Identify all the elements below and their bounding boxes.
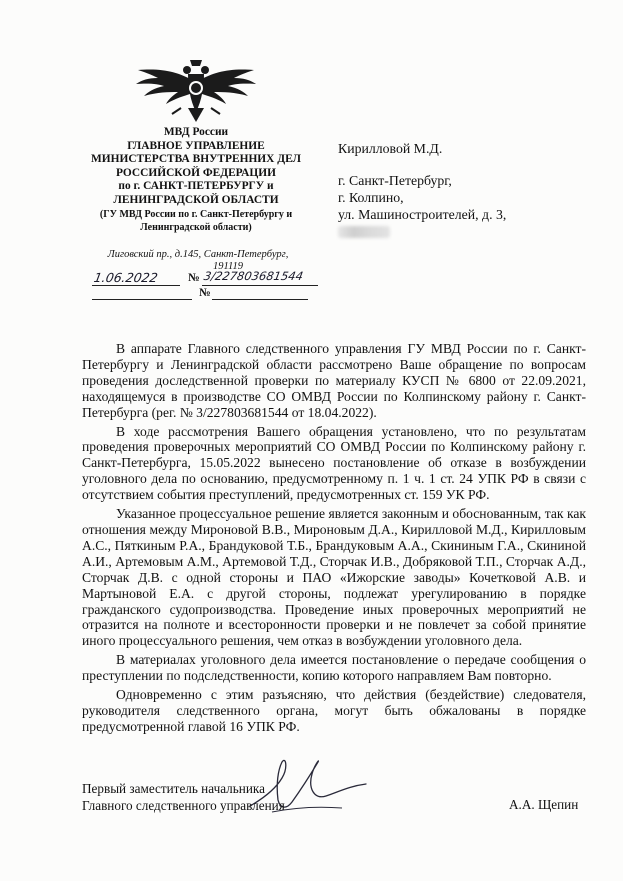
mvd-emblem-icon <box>132 50 260 124</box>
recipient-town: г. Колпино, <box>338 190 404 205</box>
signatory-position <box>82 780 285 814</box>
agency-line: ЛЕНИНГРАДСКОЙ ОБЛАСТИ <box>113 193 279 206</box>
recipient-block <box>338 140 506 242</box>
agency-line: РОССИЙСКОЙ ФЕДЕРАЦИИ <box>116 166 276 179</box>
agency-block <box>68 126 324 235</box>
registration-block <box>92 270 322 302</box>
body-paragraph: Одновременно с этим разъясняю, что действия (бездействие) следователя, руководителя следственного органа, могут быть обжалованы в порядке предусмотренной главой 16 УПК РФ. <box>82 687 586 734</box>
handwritten-date: 1.06.2022 <box>92 270 159 285</box>
recipient-street: ул. Машиностроителей, д. 3, <box>338 207 507 222</box>
second-number-label: № <box>199 287 211 299</box>
body-paragraph: В материалах уголовного дела имеется постановление о передаче сообщения о преступлении по подследственности, копию которого направляем Вам повторно. <box>82 652 586 684</box>
second-date-line <box>92 299 192 300</box>
body-paragraph: В ходе рассмотрения Вашего обращения установлено, что по результатам проведения проверочных мероприятий СО ОМВД России по Колпинскому району г. Санкт-Петербурга, 15.05.2022 вынесено постановление об отказе в возбуждении уголовного дела по основанию, предусмотренному п. 1 ч. 1 ст. 24 УПК РФ в связи с отсутствием события преступлений, предусмотренных ст. 159 УК РФ. <box>82 423 586 503</box>
body-paragraph: Указанное процессуальное решение является законным и обоснованным, так как отношения между Мироновой В.В., Мироновым Д.А., Кирилловой М.Д., Кирилловым А.С., Пяткиным Р.А., Брандуковой Т.Б., Брандуковым А.А., Скининым Г.А., Скининой А.И., Артемовым А.М., Артемовой Т.Д., Сторчак И.В., Добряковой Т.П., Сторчак А.Д., Сторчак Д.В. с одной стороны и ПАО «Ижорские заводы» Кочетковой А.В. и Мартыновой Е.А. с другой стороны, подлежат урегулированию в порядке гражданского судопроизводства. Проведение иных проверочных мероприятий не отразится на полноте и всесторонности проверки и не повлечет за собой принятие иного процессуального решения, чем отказ в возбуждении уголовного дела. <box>82 506 586 649</box>
date-line <box>92 285 180 286</box>
agency-line: Ленинградской области) <box>140 222 252 234</box>
agency-line: по г. САНКТ-ПЕТЕРБУРГУ и <box>118 180 274 193</box>
handwritten-number: 3/227803681544 <box>202 269 305 283</box>
agency-line: ГЛАВНОЕ УПРАВЛЕНИЕ <box>127 139 265 152</box>
letter-body <box>82 341 586 735</box>
postal-code: 191119 <box>213 261 243 272</box>
body-paragraph: В аппарате Главного следственного управления ГУ МВД России по г. Санкт-Петербургу и Ленинградской области рассмотрено Ваше обращение по вопросам проведения доследственной проверки по материалу КУСП № 6800 от 22.09.2021, находящемуся в производстве СО ОМВД России по Колпинскому району г. Санкт-Петербурга (рег. № 3/227803681544 от 18.04.2022). <box>82 341 586 420</box>
recipient-name: Кирилловой М.Д. <box>338 141 443 156</box>
agency-line: (ГУ МВД России по г. Санкт-Петербургу и <box>99 208 293 220</box>
second-number-line <box>212 299 308 300</box>
signer-name: А.А. Щепин <box>509 797 579 812</box>
number-label: № <box>188 272 200 284</box>
number-line <box>202 285 318 286</box>
agency-line: МИНИСТЕРСТВА ВНУТРЕННИХ ДЕЛ <box>90 153 302 166</box>
position-line: Главного следственного управления <box>82 798 285 813</box>
redacted-block <box>338 226 390 238</box>
address-line: Лиговский пр., д.145, Санкт-Петербург, <box>107 249 289 260</box>
recipient-city: г. Санкт-Петербург, <box>338 173 452 188</box>
position-line: Первый заместитель начальника <box>82 781 265 796</box>
agency-line: МВД России <box>163 126 229 138</box>
